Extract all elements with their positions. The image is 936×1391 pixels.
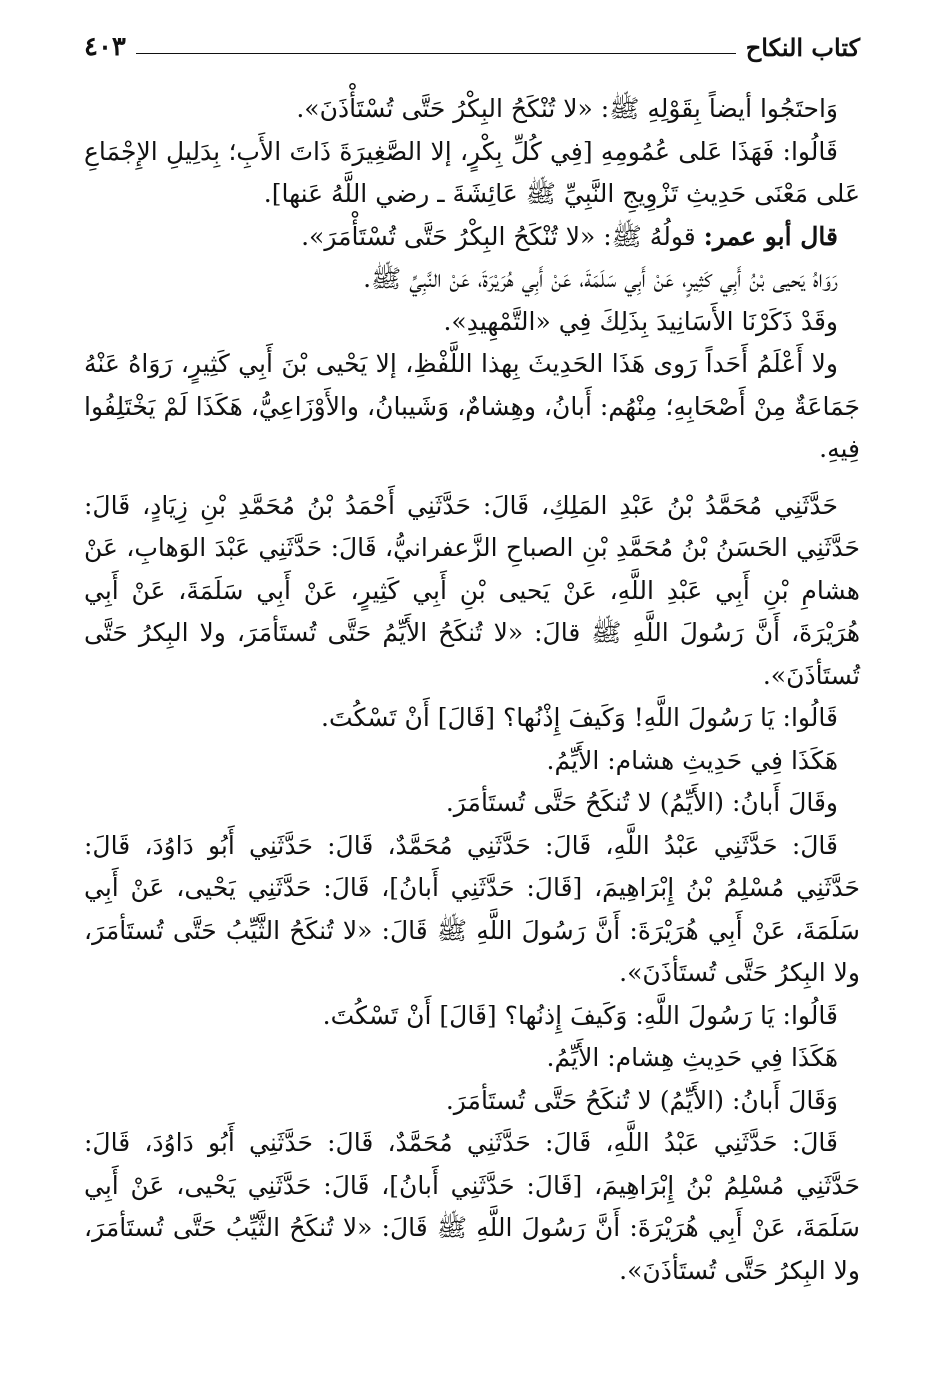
page-body bbox=[84, 88, 860, 1292]
hadith-isnad-paragraph: حَدَّثَنِي مُحَمَّدُ بْنُ عَبْدِ المَلِكِ، قَالَ: حَدَّثَنِي أَحْمَدُ بْنُ مُحَمَّدِ بْنِ زِيَادٍ، قَالَ: حَدَّثَنِي الحَسَنُ بْنُ مُحَمَّدِ بْنِ الصباحِ الزَّعفرانيُّ، قَالَ: حَدَّثَنِي عَبْدَ الوَهابِ، عَنْ هشامِ بْنِ أَبِي عَبْدِ اللَّهِ، عَنْ يَحيى بْنِ أَبِي كَثِيرٍ، عَنْ أَبِي سَلَمَةَ، عَنْ أَبِي هُرَيْرَةَ، أَنَّ رَسُولَ اللَّهِ ﷺ قالَ: «لا تُنكَحُ الأَيِّمُ حَتَّى تُستَأمَرَ، ولا البِكرُ حَتَّى تُستَأذَنَ». bbox=[84, 490, 860, 690]
header-rule bbox=[136, 53, 736, 54]
abu-umar-text: قولُهُ ﷺ: «لا تُنْكَحُ البِكْرُ حَتَّى تُسْتَأْمَرَ». bbox=[301, 221, 704, 251]
abu-umar-label: قال أبو عمر: bbox=[703, 221, 838, 251]
hadith-isnad-paragraph: قَالَ: حَدَّثَنِي عَبْدُ اللَّهِ، قَالَ: حَدَّثَنِي مُحَمَّدٌ، قَالَ: حَدَّثَنِي أَبُو دَاوُدَ، قَالَ: حَدَّثَنِي مُسْلِمُ بْنُ إِبْرَاهِيمَ، [قَالَ: حَدَّثَنِي أَبانُ]، قَالَ: حَدَّثَنِي يَحْيى، عَنْ أَبِي سَلَمَةَ، عَنْ أَبِي هُرَيْرَةَ: أَنَّ رَسُولَ اللَّهِ ﷺ قَالَ: «لا تُنكَحُ الثَّيِّبُ حَتَّى تُستَأمَرَ، ولا البِكرُ حَتَّى تُستَأذَنَ». bbox=[84, 1128, 860, 1285]
paragraph: قَالُوا: يَا رَسُولَ اللَّهِ! وَكَيفَ إِذْنُها؟ [قَالَ] أَنْ تَسْكُتَ. bbox=[321, 703, 838, 732]
paragraph: قَالُوا: يَا رَسُولَ اللَّهِ: وَكَيفَ إِذنُها؟ [قَالَ] أَنْ تَسْكُتَ. bbox=[322, 1000, 838, 1030]
hadith-isnad-paragraph: قَالَ: حَدَّثَنِي عَبْدُ اللَّهِ، قَالَ: حَدَّثَنِي مُحَمَّدٌ، قَالَ: حَدَّثَنِي أَبُو دَاوُدَ، قَالَ: حَدَّثَنِي مُسْلِمُ بْنُ إِبْرَاهِيمَ، [قَالَ: حَدَّثَنِي أَبانُ]، قَالَ: حَدَّثَنِي يَحْيى، عَنْ أَبِي سَلَمَةَ، عَنْ أَبِي هُرَيْرَةَ: أَنَّ رَسُولَ اللَّهِ ﷺ قَالَ: «لا تُنكَحُ الثَّيِّبُ حَتَّى تُستَأمَرَ، ولا البِكرُ حَتَّى تُستَأذَنَ». bbox=[84, 830, 860, 987]
page-header bbox=[84, 28, 860, 62]
paragraph: ولا أَعْلَمُ أَحَداً رَوى هَذَا الحَدِيثَ بِهذا اللَّفْظِ، إلا يَحْيى بْنَ أَبِي كَثِيرٍ، رَوَاهُ عَنْهُ جَمَاعَةٌ مِنْ أَصْحَابِهِ؛ مِنْهُم: أَبانُ، وهِشامٌ، وَشَيبانُ، والأَوْزَاعِيُّ، هَكَذَا لَمْ يَخْتَلِفُوا فِيهِ. bbox=[84, 349, 860, 463]
paragraph: هَكَذَا فِي حَدِيثِ هِشام: الأَيِّمُ. bbox=[546, 1043, 838, 1072]
paragraph: هَكَذَا فِي حَدِيثِ هشام: الأَيِّمُ. bbox=[546, 745, 838, 775]
book-title: كتاب النكاح bbox=[745, 33, 860, 62]
paragraph: وَقَالَ أَبانُ: (الأَيِّمُ) لا تُنكَحُ حَتَّى تُستَأمَرَ. bbox=[445, 1085, 838, 1115]
paragraph: وقَالَ أَبانُ: (الأَيِّمُ) لا تُنكَحُ حَتَّى تُستَأمَرَ. bbox=[445, 788, 838, 817]
paragraph: وقَدْ ذَكَرْنَا الأَسَانِيدَ بِذَلِكَ فِي «التَّمْهِيدِ». bbox=[443, 306, 838, 336]
paragraph: رَوَاهُ يَحيى بْنُ أَبِي كَثِيرٍ، عَنْ أَبِي سَلَمَةَ، عَنْ أَبِي هُرَيْرَةَ، عَنْ النَّبِيِّ ﷺ. bbox=[363, 264, 838, 293]
paragraph: قَالُوا: فَهَذَا عَلى عُمُومِهِ [فِي كُلِّ بِكْرٍ، إلا الصَّغِيرَةَ ذَاتَ الأَبِ؛ بِدَلِيلِ الإِجْمَاعِ عَلى مَعْنَى حَدِيثِ تَزْوِيجِ النَّبِيِّ ﷺ عَائِشَةَ ـ رضي اللَّهُ عَنها]. bbox=[84, 136, 860, 208]
paragraph: وَاحتَجُوا أيضاً بِقَوْلِهِ ﷺ: «لا تُنْكَحُ البِكْرُ حَتَّى تُسْتَأْذَنَ». bbox=[296, 94, 838, 123]
abu-umar-paragraph bbox=[84, 216, 860, 259]
page-number: ٤٠٣ bbox=[84, 32, 126, 62]
